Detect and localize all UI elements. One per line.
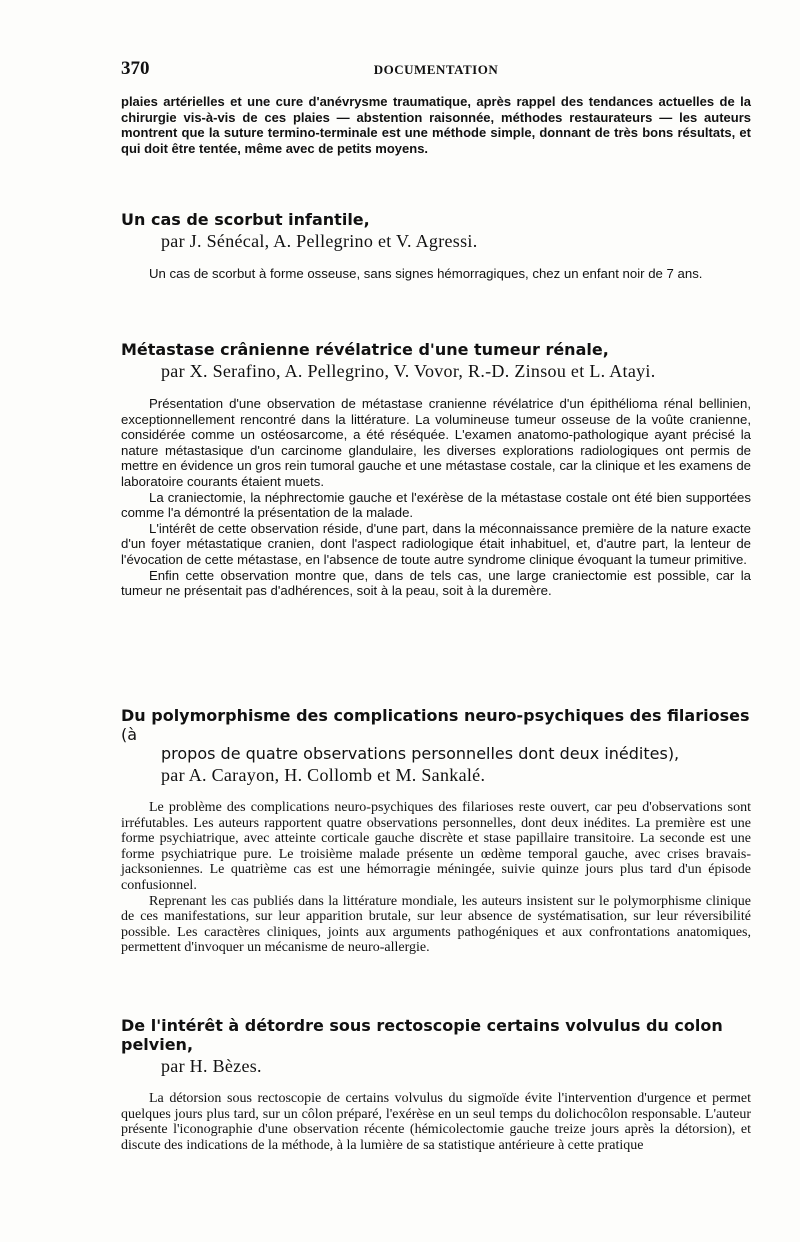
article-metastase (121, 340, 751, 599)
article-scorbut (121, 210, 751, 282)
article-title: Métastase crânienne révélatrice d'une tumeur rénale, (121, 340, 609, 359)
abstract-paragraph: Reprenant les cas publiés dans la littérature mondiale, les auteurs insistent sur le polymorphisme clinique de ces manifestations, sur leur apparition brutale, sur leur absence de systématisation, sur leur réversibilité possible. Les caractères cliniques, joints aux arguments pathogéniques et aux confrontations anatomiques, permettent d'invoquer un mécanisme de neuro-allergie. (121, 893, 751, 956)
article-abstract (121, 1091, 751, 1153)
article-title-rest: (à (121, 725, 138, 744)
running-head: DOCUMENTATION (373, 62, 499, 77)
article-volvulus (121, 1016, 751, 1153)
abstract-paragraph: La craniectomie, la néphrectomie gauche et l'exérèse de la métastase costale ont été bien supportées comme l'a démontré la présentation de la malade. (121, 489, 751, 521)
abstract-paragraph: Enfin cette observation montre que, dans de tels cas, une large craniectomie est possible, car la tumeur ne présentait pas d'adhérences, soit à la peau, soit à la duremère. (121, 567, 751, 599)
article-authors: par H. Bèzes. (161, 1056, 262, 1076)
abstract-paragraph: La détorsion sous rectoscopie de certains volvulus du sigmoïde évite l'intervention d'urgence et permet quelques jours plus tard, sur un côlon préparé, l'exérèse en un seul temps du dolichocôlon responsable. L'auteur présente l'iconographie d'une observation récente (hémicolectomie gauche treize jours après la détorsion), et discute des indications de la méthode, à la lumière de sa statistique antérieure à cette pratique (121, 1091, 751, 1153)
article-authors: par A. Carayon, H. Collomb et M. Sankalé. (161, 765, 486, 785)
abstract-paragraph: Le problème des complications neuro-psychiques des filarioses reste ouvert, car peu d'observations sont irréfutables. Les auteurs rapportent quatre observations personnelles, dont deux inédites. La première est une forme psychiatrique, avec atteinte corticale gauche discrète et stase papillaire transitoire. La seconde est une forme psychiatrique pure. Le troisième malade présente un œdème temporal gauche, avec crises bravais-jacksoniennes. Le quatrième cas est une hémorragie méningée, suivie quinze jours plus tard d'un épisode confusionnel. (121, 800, 751, 893)
article-abstract (121, 396, 751, 599)
intro-paragraph: plaies artérielles et une cure d'anévrysme traumatique, après rappel des tendances actuelles de la chirurgie vis-à-vis de ces plaies — abstention raisonnée, méthodes restaurateurs — les auteurs montrent que la suture termino-terminale est une méthode simple, donnant de très bons résultats, et qui doit être tentée, même avec de petits moyens. (121, 94, 751, 156)
article-filarioses (121, 706, 751, 956)
article-authors: par X. Serafino, A. Pellegrino, V. Vovor, R.-D. Zinsou et L. Atayi. (161, 361, 656, 381)
article-abstract (121, 266, 751, 282)
article-title-main: Du polymorphisme des complications neuro-psychiques des filarioses (121, 706, 750, 725)
page-header (121, 58, 751, 82)
article-authors: par J. Sénécal, A. Pellegrino et V. Agressi. (161, 231, 478, 251)
abstract-paragraph: Un cas de scorbut à forme osseuse, sans signes hémorragiques, chez un enfant noir de 7 ans. (149, 266, 703, 281)
page-number: 370 (121, 58, 150, 79)
article-title: Un cas de scorbut infantile, (121, 210, 370, 229)
article-title-continuation: propos de quatre observations personnelles dont deux inédites), (161, 744, 680, 763)
article-title (121, 706, 751, 744)
intro-paragraph-block (121, 94, 751, 156)
abstract-paragraph: Présentation d'une observation de métastase cranienne révélatrice d'un épithélioma rénal bellinien, exceptionnellement rencontré dans la littérature. La volumineuse tumeur osseuse de la voûte cranienne, considérée comme un ostéosarcome, a été réséquée. L'examen anatomo-pathologique ayant précisé la nature métastasique d'un carcinome glandulaire, les diverses explorations radiologiques ont permis de mettre en évidence un gros rein tumoral gauche et une métastase costale, car la clinique et les examens de laboratoire courants étaient muets. (121, 396, 751, 489)
abstract-paragraph: L'intérêt de cette observation réside, d'une part, dans la méconnaissance première de la nature exacte d'un foyer métastatique cranien, dont l'aspect radiologique était inhabituel, et, d'autre part, la lenteur de l'évocation de cette métastase, en l'absence de toute autre syndrome clinique évoquant la tumeur primitive. (121, 520, 751, 567)
article-abstract (121, 800, 751, 956)
article-title: De l'intérêt à détordre sous rectoscopie certains volvulus du colon pelvien, (121, 1016, 723, 1054)
